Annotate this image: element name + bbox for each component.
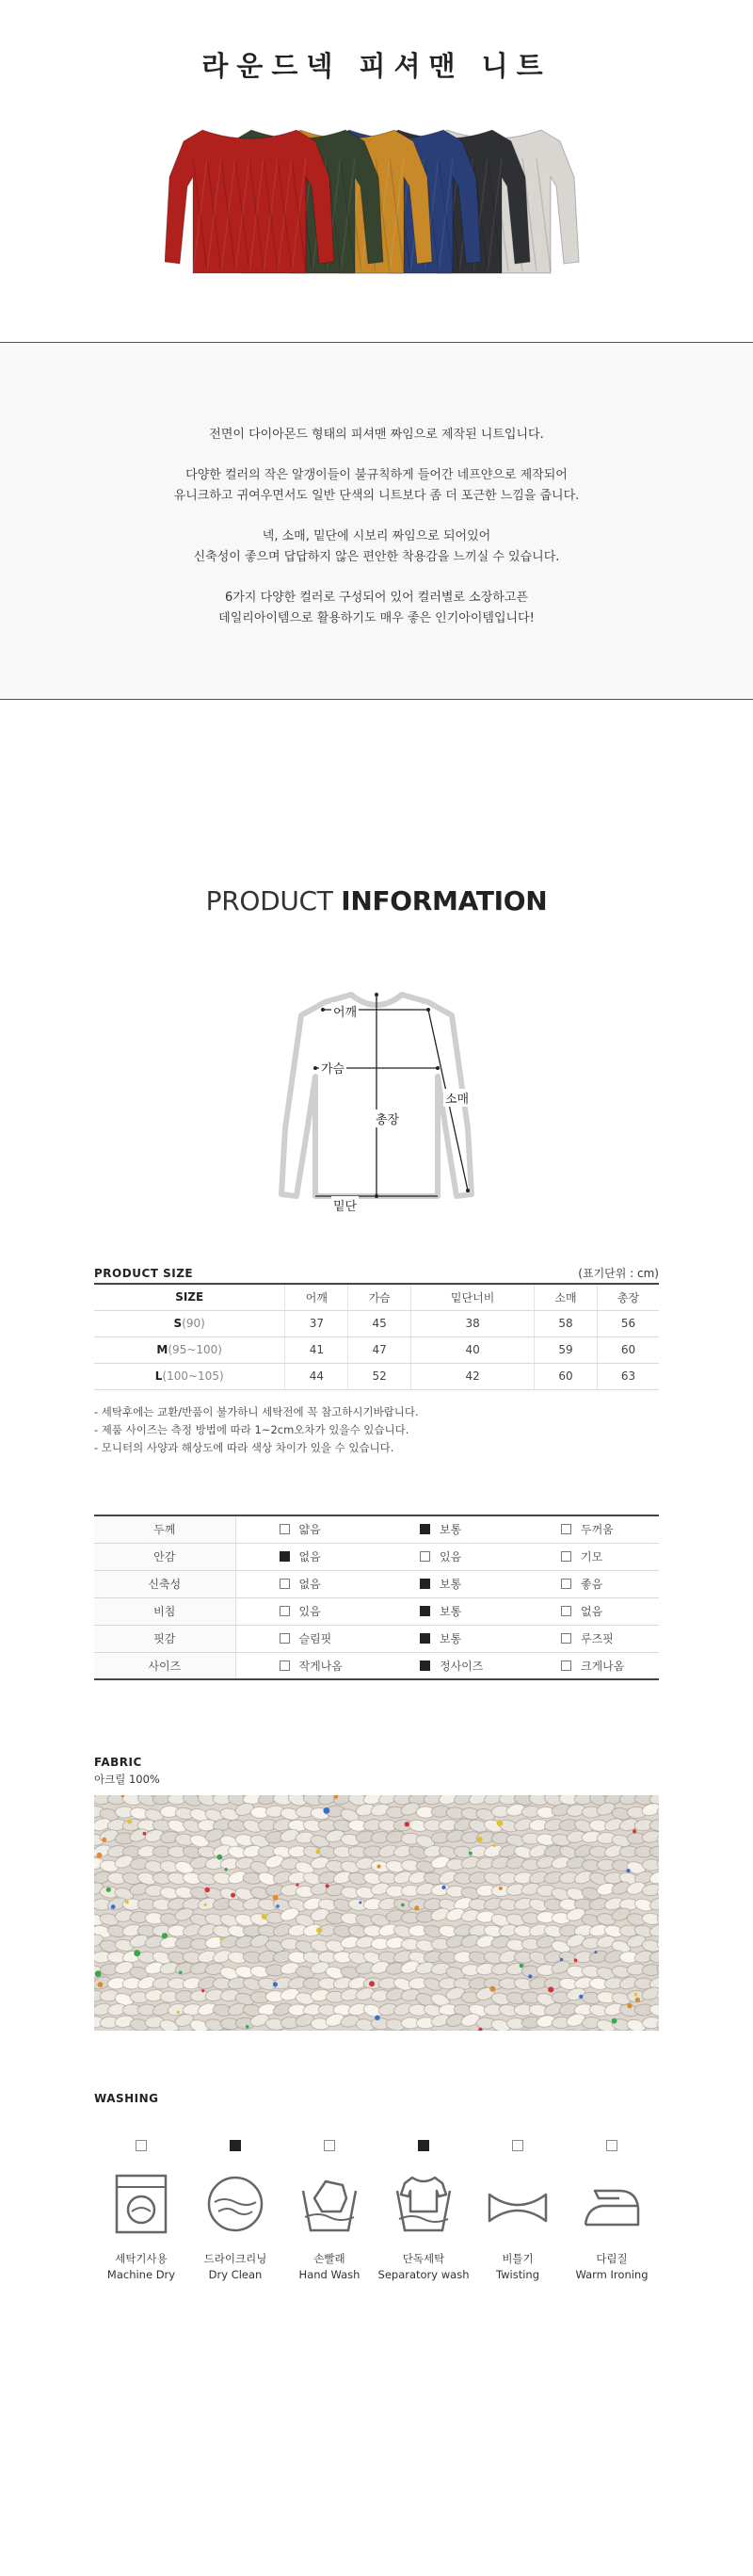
wash-item: [188, 2140, 282, 2291]
size-header-cell: 총장: [597, 1284, 659, 1310]
wash-checkbox: [606, 2140, 617, 2151]
fabric-composition: 아크릴 100%: [94, 1773, 160, 1786]
measurement-cell: 40: [411, 1337, 535, 1363]
attribute-row: [94, 1543, 659, 1570]
option-label: 있음: [298, 1605, 321, 1618]
table-row: [94, 1363, 659, 1389]
wash-label-en: Dry Clean: [208, 2268, 263, 2281]
attribute-option: [376, 1625, 518, 1652]
size-table: [94, 1283, 659, 1390]
measurement-cell: 60: [597, 1337, 659, 1363]
product-hero-image: [165, 121, 588, 281]
intro-paragraph: [0, 588, 753, 629]
checkbox: [561, 1551, 571, 1562]
label-shoulder: 어깨: [331, 1002, 359, 1020]
wash-item: [471, 2140, 565, 2291]
attribute-option: [235, 1570, 376, 1597]
wash-item: [565, 2140, 659, 2291]
attribute-label: 사이즈: [94, 1652, 235, 1679]
intro-section: [0, 342, 753, 700]
option-label: 두꺼움: [581, 1523, 614, 1537]
checkbox: [561, 1661, 571, 1671]
attribute-option: [376, 1515, 518, 1543]
measurement-cell: 58: [535, 1310, 598, 1337]
size-unit-label: (표기단위 : cm): [578, 1267, 659, 1280]
attribute-option: [235, 1543, 376, 1570]
size-letter: L: [154, 1369, 163, 1383]
table-row: [94, 1310, 659, 1337]
intro-paragraph: [0, 527, 753, 568]
heading-bold: INFORMATION: [341, 885, 548, 916]
checkbox: [280, 1524, 290, 1534]
wash-label-en: Warm Ironing: [575, 2268, 649, 2281]
attribute-label: 안감: [94, 1543, 235, 1570]
attribute-row: [94, 1597, 659, 1625]
option-label: 크게나옴: [581, 1659, 625, 1673]
separate-wash-icon: [393, 2170, 454, 2238]
attribute-option: [376, 1597, 518, 1625]
attribute-option: [518, 1543, 659, 1570]
wash-label-ko: 다림질: [596, 2252, 628, 2265]
size-range: (100~105): [162, 1369, 224, 1383]
product-information-heading: [0, 885, 753, 916]
attribute-option: [518, 1515, 659, 1543]
label-hem: 밑단: [331, 1196, 359, 1214]
size-range: (90): [182, 1317, 205, 1330]
option-label: 보통: [440, 1605, 462, 1618]
size-table-header: [94, 1284, 659, 1310]
washing-title: WASHING: [94, 2092, 159, 2105]
washing-machine-icon: [111, 2170, 171, 2238]
checkbox: [280, 1606, 290, 1616]
no-twist-icon: [488, 2170, 548, 2238]
intro-paragraph: [0, 425, 753, 446]
size-cell: [94, 1310, 285, 1337]
iron-icon: [582, 2170, 642, 2238]
size-cell: [94, 1363, 285, 1389]
option-label: 없음: [581, 1605, 603, 1618]
wash-item: [376, 2140, 471, 2291]
checkbox: [280, 1633, 290, 1644]
checkbox: [420, 1579, 430, 1589]
measurement-cell: 47: [348, 1337, 411, 1363]
attribute-label: 신축성: [94, 1570, 235, 1597]
wash-label-en: Hand Wash: [298, 2268, 360, 2281]
intro-line: 넥, 소매, 밑단에 시보리 짜임으로 되어있어: [262, 529, 491, 543]
size-header-cell: 가슴: [348, 1284, 411, 1310]
washing-instructions: [94, 2140, 659, 2291]
attribute-option: [235, 1625, 376, 1652]
size-letter: M: [156, 1343, 168, 1356]
option-label: 작게나옴: [298, 1659, 343, 1673]
measurement-cell: 42: [411, 1363, 535, 1389]
wash-checkbox: [418, 2140, 429, 2151]
wash-item: [282, 2140, 376, 2291]
fabric-closeup-image: [94, 1795, 659, 2031]
checkbox: [420, 1661, 430, 1671]
attribute-label: 핏감: [94, 1625, 235, 1652]
intro-paragraph: [0, 465, 753, 507]
option-label: 좋음: [581, 1578, 603, 1591]
measurement-cell: 45: [348, 1310, 411, 1337]
wash-checkbox: [136, 2140, 147, 2151]
checkbox: [280, 1551, 290, 1562]
checkbox: [280, 1661, 290, 1671]
option-label: 기모: [581, 1550, 603, 1563]
note-line: - 세탁후에는 교환/반품이 불가하니 세탁전에 꼭 참고하시기바랍니다.: [94, 1405, 419, 1418]
option-label: 없음: [298, 1578, 321, 1591]
option-label: 있음: [440, 1550, 462, 1563]
attribute-label: 두께: [94, 1515, 235, 1543]
checkbox: [420, 1551, 430, 1562]
wash-label-ko: 단독세탁: [402, 2252, 445, 2265]
attribute-row: [94, 1515, 659, 1543]
size-header-cell: 밑단너비: [411, 1284, 535, 1310]
size-letter: S: [173, 1317, 183, 1330]
checkbox: [561, 1579, 571, 1589]
wash-label-ko: 비틀기: [502, 2252, 534, 2265]
intro-line: 데일리아이템으로 활용하기도 매우 좋은 인기아이템입니다!: [218, 611, 535, 625]
checkbox: [420, 1606, 430, 1616]
size-notes: [94, 1403, 659, 1457]
checkbox: [561, 1633, 571, 1644]
measurement-cell: 37: [285, 1310, 348, 1337]
attribute-row: [94, 1570, 659, 1597]
wash-label-en: Twisting: [495, 2268, 539, 2281]
attribute-option: [518, 1652, 659, 1679]
wash-label-en: Separatory wash: [377, 2268, 470, 2281]
label-chest: 가슴: [319, 1059, 346, 1077]
note-line: - 모니터의 사양과 해상도에 따라 색상 차이가 있을 수 있습니다.: [94, 1441, 394, 1454]
heading-light: PRODUCT: [205, 885, 342, 916]
wash-checkbox: [230, 2140, 241, 2151]
intro-text: [0, 343, 753, 629]
option-label: 보통: [440, 1578, 462, 1591]
attribute-option: [518, 1625, 659, 1652]
option-label: 보통: [440, 1632, 462, 1645]
size-header-cell: 소매: [535, 1284, 598, 1310]
note-line: - 제품 사이즈는 측정 방법에 따라 1~2cm오차가 있을수 있습니다.: [94, 1423, 409, 1436]
wash-label-ko: 드라이크리닝: [203, 2252, 267, 2265]
attribute-table: [94, 1515, 659, 1680]
attribute-option: [235, 1597, 376, 1625]
size-cell: [94, 1337, 285, 1363]
measurement-cell: 38: [411, 1310, 535, 1337]
intro-line: 6가지 다양한 컬러로 구성되어 있어 컬러별로 소장하고픈: [225, 591, 528, 605]
attribute-option: [235, 1515, 376, 1543]
intro-line: 유니크하고 귀여우면서도 일반 단색의 니트보다 좀 더 포근한 느낌을 줍니다.: [173, 489, 580, 503]
label-length: 총장: [374, 1110, 401, 1127]
wash-item: [94, 2140, 188, 2291]
checkbox: [561, 1524, 571, 1534]
wash-label-en: Machine Dry: [106, 2268, 176, 2281]
attribute-option: [376, 1543, 518, 1570]
wash-label-ko: 손빨래: [313, 2252, 345, 2265]
page-title: 라운드넥 피셔맨 니트: [201, 50, 552, 82]
intro-line: 다양한 컬러의 작은 알갱이들이 불규칙하게 들어간 네프얀으로 제작되어: [185, 468, 568, 482]
intro-line: 전면이 다이아몬드 형태의 피셔맨 짜임으로 제작된 니트입니다.: [209, 428, 544, 442]
wash-checkbox: [512, 2140, 523, 2151]
fabric-title: FABRIC: [94, 1756, 142, 1769]
measurement-cell: 59: [535, 1337, 598, 1363]
size-header-cell: SIZE: [94, 1284, 285, 1310]
table-row: [94, 1337, 659, 1363]
option-label: 얇음: [298, 1523, 321, 1537]
measurement-cell: 44: [285, 1363, 348, 1389]
attribute-option: [376, 1570, 518, 1597]
attribute-option: [518, 1570, 659, 1597]
dry-clean-icon: [205, 2170, 265, 2238]
checkbox: [280, 1579, 290, 1589]
product-size-label: PRODUCT SIZE: [94, 1267, 194, 1280]
size-header-cell: 어깨: [285, 1284, 348, 1310]
measurement-cell: 63: [597, 1363, 659, 1389]
attribute-row: [94, 1652, 659, 1679]
option-label: 슬림핏: [298, 1632, 332, 1645]
measurement-cell: 41: [285, 1337, 348, 1363]
measurement-diagram: [268, 987, 485, 1213]
label-sleeve: 소매: [443, 1089, 471, 1107]
checkbox: [420, 1524, 430, 1534]
measurement-cell: 52: [348, 1363, 411, 1389]
option-label: 정사이즈: [440, 1659, 484, 1673]
attribute-row: [94, 1625, 659, 1652]
measurement-cell: 60: [535, 1363, 598, 1389]
hand-wash-icon: [299, 2170, 360, 2238]
attribute-option: [235, 1652, 376, 1679]
intro-line: 신축성이 좋으며 답답하지 않은 편안한 착용감을 느끼실 수 있습니다.: [193, 550, 560, 564]
wash-label-ko: 세탁기사용: [115, 2252, 168, 2265]
size-range: (95~100): [168, 1343, 222, 1356]
option-label: 루즈핏: [581, 1632, 614, 1645]
option-label: 없음: [298, 1550, 321, 1563]
checkbox: [561, 1606, 571, 1616]
option-label: 보통: [440, 1523, 462, 1537]
attribute-option: [518, 1597, 659, 1625]
attribute-option: [376, 1652, 518, 1679]
attribute-label: 비침: [94, 1597, 235, 1625]
checkbox: [420, 1633, 430, 1644]
measurement-cell: 56: [597, 1310, 659, 1337]
wash-checkbox: [324, 2140, 335, 2151]
